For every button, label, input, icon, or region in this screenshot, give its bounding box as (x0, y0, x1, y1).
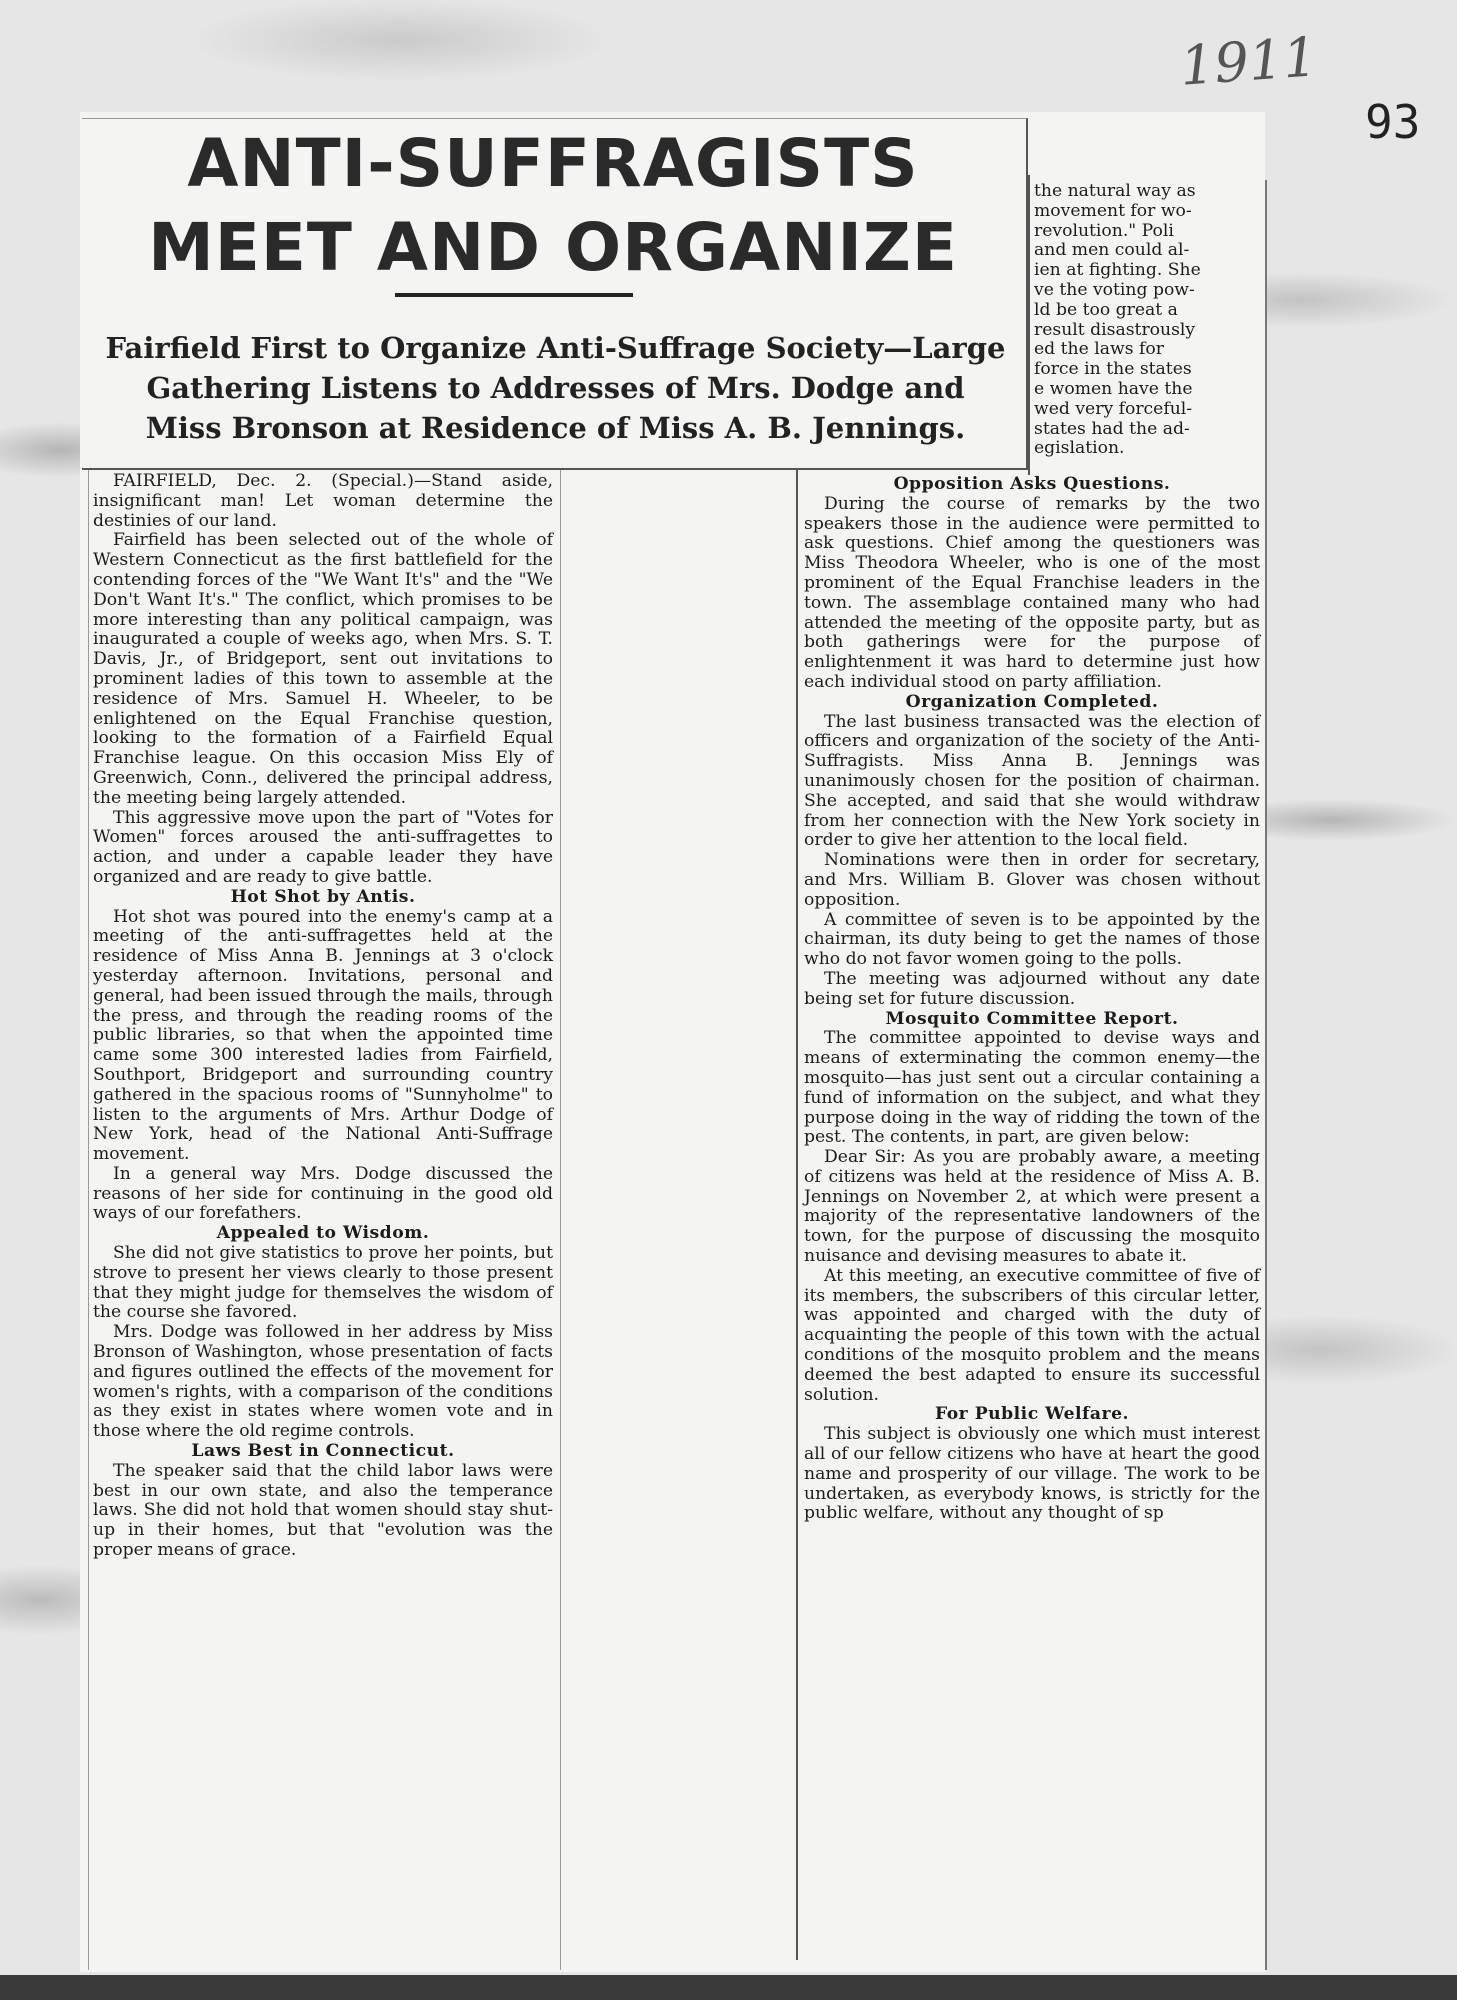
fragment-line: the natural way as (1034, 182, 1196, 201)
article-subhead (88, 328, 1023, 448)
article-paragraph: At this meeting, an executive committee of five of its members, the subscribers of this circular letter, was appointed and charged with the duty of acquainting the people of this town with the actual conditions of the mosquito problem and the means deemed the best adapted to ensure its successful solution. (804, 1265, 1260, 1405)
headline-divider (395, 293, 633, 297)
article-paragraph: This subject is obviously one which must interest all of our fellow citizens who have at heart the good name and prosperity of our village. The work to be undertaken, as everybody knows, is strictly for the public welfare, without any thought of sp (804, 1424, 1260, 1524)
section-heading: Laws Best in Connecticut. (191, 1441, 455, 1462)
handwritten-page-number: 93 (1365, 95, 1421, 149)
column-right (804, 475, 1260, 1524)
section-heading: Opposition Asks Questions. (893, 474, 1171, 494)
headline-line-2: MEET AND ORGANIZE (148, 209, 958, 286)
article-paragraph: Dear Sir: As you are probably aware, a meeting of citizens was held at the residence of Miss A. B. Jennings on November 2, at which were present a majority of the representative landowners of the town, for the purpose of discussing the mosquito nuisance and devising measures to abate it. (804, 1147, 1260, 1267)
section-heading: Mosquito Committee Report. (885, 1008, 1179, 1029)
article-paragraph: A committee of seven is to be appointed by the chairman, its duty being to get the names of those who do not favor women going to the polls. (804, 909, 1260, 970)
column-divider (1265, 180, 1267, 1970)
fragment-line: movement for wo- (1034, 201, 1192, 221)
article-headline (88, 122, 1018, 290)
fragment-line: result disastrously (1034, 320, 1196, 340)
article-paragraph: During the course of remarks by the two speakers those in the audience were permitted to ask questions. Chief among the questioners was Miss Theodora Wheeler, who is one of the most prominent of the Equal Franchise leaders in the town. The assemblage contained many who had attended the meeting of the opposite party, but as both gatherings were for the purpose of enlightenment it was hard to determine just how each individual stood on party affiliation. (804, 493, 1260, 692)
fragment-line: egislation. (1034, 439, 1125, 459)
article-paragraph: In a general way Mrs. Dodge discussed the reasons of her side for continuing in the good old ways of our forefathers. (93, 1163, 553, 1224)
section-heading: For Public Welfare. (934, 1404, 1130, 1425)
article-paragraph: The meeting was adjourned without any date being set for future discussion. (804, 968, 1260, 1009)
article-paragraph: This aggressive move upon the part of "Votes for Women" forces aroused the anti-suffragettes to action, and under a capable leader they have organized and are ready to give battle. (93, 807, 553, 887)
fragment-line: ve the voting pow- (1034, 280, 1195, 300)
article-paragraph: Nominations were then in order for secretary, and Mrs. William B. Glover was chosen without opposition. (804, 850, 1260, 910)
subhead-line-3: Miss Bronson at Residence of Miss A. B. Jennings. (145, 411, 966, 445)
section-heading: Appealed to Wisdom. (216, 1223, 430, 1244)
fragment-line: force in the states (1034, 360, 1192, 380)
column-left (93, 472, 553, 1561)
scan-edge-strip (0, 1975, 1457, 2000)
column-divider (560, 470, 561, 1970)
subhead-line-2: Gathering Listens to Addresses of Mrs. Dodge and (146, 371, 965, 405)
column-divider (796, 470, 798, 1960)
column-divider (88, 470, 89, 1970)
article-paragraph: Hot shot was poured into the enemy's camp at a meeting of the anti-suffragettes held at the residence of Miss Anna B. Jennings at 3 o'clock yesterday afternoon. Invitations, personal and general, had been issued through the mails, through the press, and through the reading rooms of the public libraries, so that when the appointed time came some 300 interested ladies from Fairfield, Southport, Bridgeport and surrounding country gathered in the spacious rooms of "Sunnyholme" to listen to the arguments of Mrs. Arthur Dodge of New York, head of the National Anti-Suffrage movement. (93, 906, 553, 1165)
fragment-line: states had the ad- (1034, 419, 1190, 439)
fragment-line: and men could al- (1034, 241, 1190, 261)
subhead-line-1: Fairfield First to Organize Anti-Suffrage Society—Large (105, 331, 1006, 365)
article-paragraph: The speaker said that the child labor laws were best in our own state, and also the temperance laws. She did not hold that women should stay shut-up in their homes, but that "evolution was the proper means of grace. (93, 1460, 553, 1561)
article-paragraph: Mrs. Dodge was followed in her address by Miss Bronson of Washington, whose presentation of facts and figures outlined the effects of the movement for women's rights, with a comparison of the conditions as they exist in states where women vote and in those where the old regime controls. (93, 1322, 553, 1442)
article-paragraph: Fairfield has been selected out of the whole of Western Connecticut as the first battlefield for the contending forces of the "We Want It's" and the "We Don't Want It's." The conflict, which promises to be more interesting than any political campaign, was inaugurated a couple of weeks ago, when Mrs. S. T. Davis, Jr., of Bridgeport, sent out invitations to prominent ladies of this town to assemble at the residence of Mrs. Samuel H. Wheeler, to be enlightened on the Equal Franchise question, looking to the formation of a Fairfield Equal Franchise league. On this occasion Miss Ely of Greenwich, Conn., delivered the principal address, the meeting being largely attended. (93, 530, 553, 808)
article-paragraph: She did not give statistics to prove her points, but strove to present her views clearly to those present that they might judge for themselves the wisdom of the course she favored. (93, 1243, 553, 1323)
article-paragraph: The committee appointed to devise ways and means of exterminating the common enemy—the mosquito—has just sent out a circular containing a fund of information on the subject, and what they purpose doing in the way of ridding the town of the pest. The contents, in part, are given below: (804, 1028, 1260, 1148)
fragment-line: ed the laws for (1034, 340, 1164, 360)
article-paragraph: FAIRFIELD, Dec. 2. (Special.)—Stand aside, insignificant man! Let woman determine the destinies of our land. (93, 471, 553, 531)
fragment-line: ld be too great a (1034, 300, 1178, 320)
fragment-line: revolution." Poli (1034, 221, 1174, 241)
column-divider (1028, 175, 1030, 475)
article-paragraph: The last business transacted was the election of officers and organization of the society of the Anti-Suffragists. Miss Anna B. Jennings was unanimously chosen for the position of chairman. She accepted, and said that she would withdraw from her connection with the New York society in order to give her attention to the local field. (804, 711, 1260, 851)
handwritten-year: 1911 (1177, 25, 1320, 98)
column-upper-fragment (1034, 182, 1262, 459)
fragment-line: e women have the (1034, 379, 1193, 399)
headline-line-1: ANTI-SUFFRAGISTS (187, 125, 919, 202)
section-heading: Hot Shot by Antis. (230, 886, 416, 907)
fragment-line: wed very forceful- (1034, 399, 1193, 419)
section-heading: Organization Completed. (905, 691, 1159, 712)
fragment-line: ien at fighting. She (1034, 261, 1201, 281)
